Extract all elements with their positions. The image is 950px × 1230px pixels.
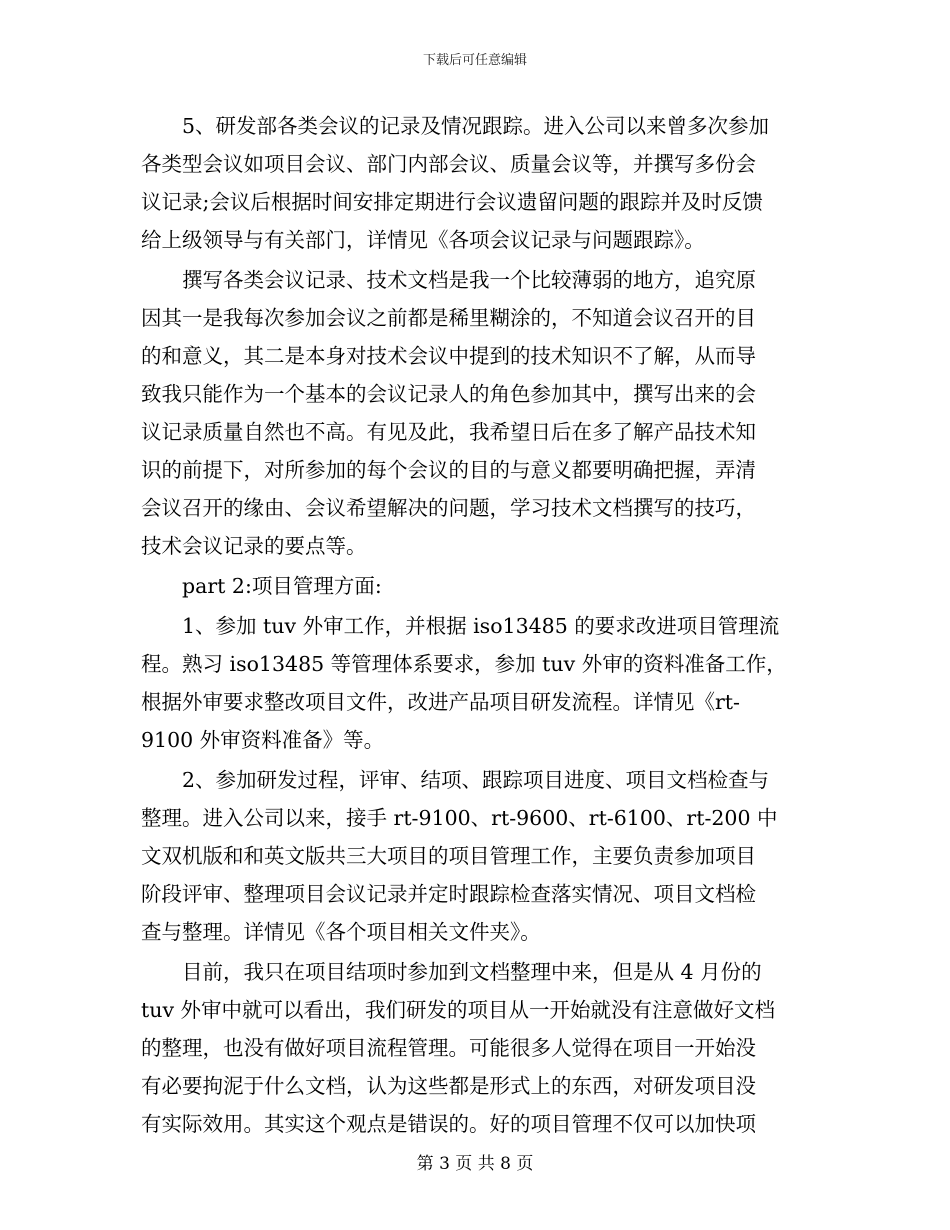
paragraph-current-status xyxy=(141,953,809,1143)
text-line: 文双机版和和英文版共三大项目的项目管理工作，主要负责参加项目 xyxy=(141,844,756,868)
text-line: 2、参加研发过程，评审、结项、跟踪项目进度、项目文档检查与 xyxy=(182,768,770,792)
text-line: 5、研发部各类会议的记录及情况跟踪。进入公司以来曾多次参加 xyxy=(182,114,770,138)
text-line: 整理。进入公司以来，接手 rt-9100、rt-9600、rt-6100、rt-200 中 xyxy=(141,806,778,830)
text-line: 给上级领导与有关部门，详情见《各项会议记录与问题跟踪》。 xyxy=(141,228,705,252)
page-number-footer: 第 3 页 共 8 页 xyxy=(416,1154,534,1174)
text-line: 1、参加 tuv 外审工作，并根据 iso13485 的要求改进项目管理流 xyxy=(182,614,780,638)
text-line: 各类型会议如项目会议、部门内部会议、质量会议等，并撰写多份会 xyxy=(141,152,756,176)
paragraph-meetings xyxy=(141,107,809,259)
text-line: 识的前提下，对所参加的每个会议的目的与意义都要明确把握，弄清 xyxy=(141,458,756,482)
paragraph-writing-weakness xyxy=(141,261,809,565)
document-body xyxy=(141,107,809,1143)
text-line: 的整理，也没有做好项目流程管理。可能很多人觉得在项目一开始没 xyxy=(141,1036,756,1060)
text-line: 致我只能作为一个基本的会议记录人的角色参加其中，撰写出来的会 xyxy=(141,382,756,406)
text-line: 阶段评审、整理项目会议记录并定时跟踪检查落实情况、项目文档检 xyxy=(141,882,756,906)
text-line: 目前，我只在项目结项时参加到文档整理中来，但是从 4 月份的 xyxy=(182,960,762,984)
text-line: 因其一是我每次参加会议之前都是稀里糊涂的，不知道会议召开的目 xyxy=(141,306,756,330)
paragraph-tuv-audit xyxy=(141,607,809,759)
section-heading: part 2:项目管理方面: xyxy=(182,574,382,598)
text-line: 程。熟习 iso13485 等管理体系要求，参加 tuv 外审的资料准备工作， xyxy=(141,652,787,676)
text-line: 有实际效用。其实这个观点是错误的。好的项目管理不仅可以加快项 xyxy=(141,1112,756,1136)
text-line: 议记录;会议后根据时间安排定期进行会议遗留问题的跟踪并及时反馈 xyxy=(141,190,763,214)
text-line: 有必要拘泥于什么文档，认为这些都是形式上的东西，对研发项目没 xyxy=(141,1074,756,1098)
text-line: 议记录质量自然也不高。有见及此，我希望日后在多了解产品技术知 xyxy=(141,420,756,444)
text-line: 会议召开的缘由、会议希望解决的问题，学习技术文档撰写的技巧， xyxy=(141,496,756,520)
page-header: 下载后可任意编辑 xyxy=(422,53,527,68)
text-line: 技术会议记录的要点等。 xyxy=(141,534,367,558)
paragraph-rd-process xyxy=(141,761,809,951)
text-line: 查与整理。详情见《各个项目相关文件夹》。 xyxy=(141,920,541,944)
text-line: 9100 外审资料准备》等。 xyxy=(141,728,385,752)
text-line: tuv 外审中就可以看出，我们研发的项目从一开始就没有注意做好文档 xyxy=(141,998,776,1022)
section-heading-part2 xyxy=(141,567,809,605)
text-line: 的和意义，其二是本身对技术会议中提到的技术知识不了解，从而导 xyxy=(141,344,756,368)
text-line: 撰写各类会议记录、技术文档是我一个比较薄弱的地方，追究原 xyxy=(182,268,756,292)
text-line: 根据外审要求整改项目文件，改进产品项目研发流程。详情见《rt- xyxy=(141,690,740,714)
